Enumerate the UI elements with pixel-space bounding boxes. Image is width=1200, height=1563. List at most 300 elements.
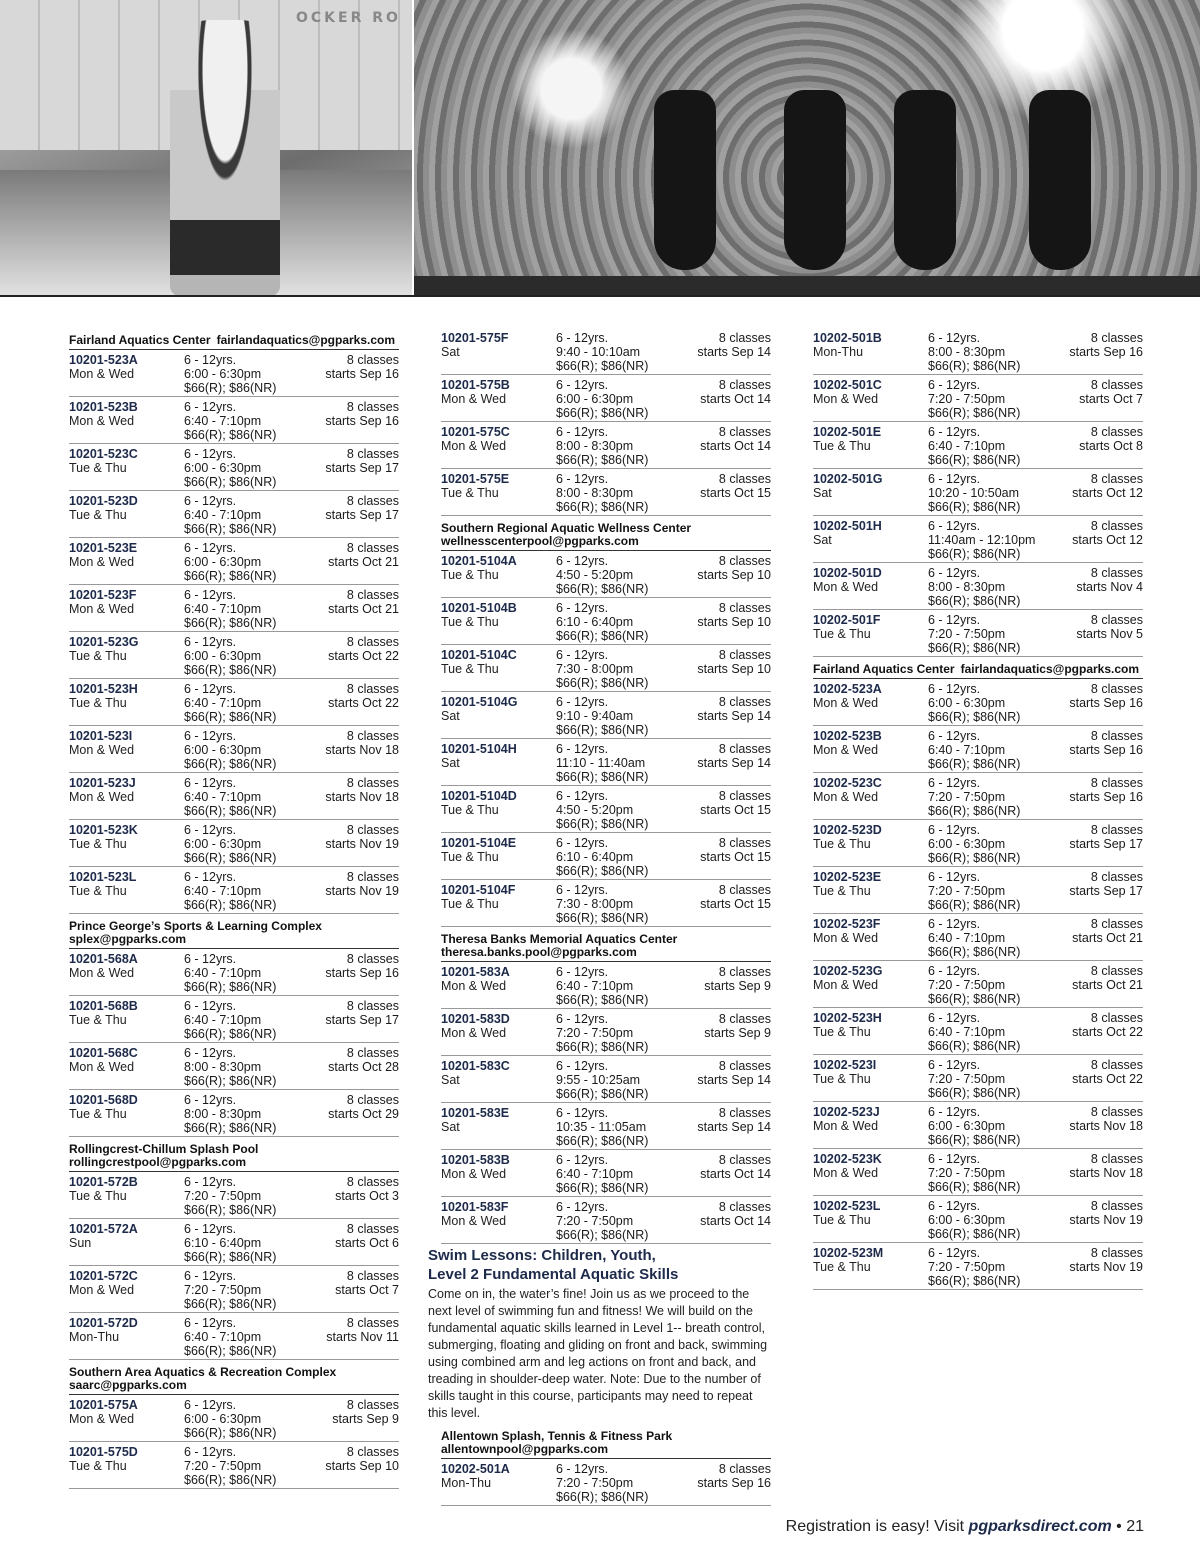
venue-email[interactable]: allentownpool@pgparks.com (441, 1442, 609, 1456)
venue-group (69, 1143, 399, 1360)
class-fee: $66(R); $86(NR) (556, 1087, 649, 1101)
class-fee: $66(R); $86(NR) (184, 522, 277, 536)
venue-header (69, 920, 399, 949)
class-time: 11:10 - 11:40am (556, 756, 646, 770)
class-count: 8 classes (346, 588, 399, 602)
class-time: 7:20 - 7:50pm (928, 884, 1006, 898)
class-days: Tue & Thu (69, 649, 127, 663)
class-row (813, 916, 1143, 961)
class-days: Tue & Thu (69, 1459, 127, 1473)
class-count: 8 classes (1090, 331, 1143, 345)
class-time: 7:20 - 7:50pm (928, 392, 1006, 406)
venue-email[interactable]: wellnesscenterpool@pgparks.com (441, 534, 639, 548)
venue-name: Allentown Splash, Tennis & Fitness Park (441, 1429, 673, 1443)
class-start: starts Oct 22 (1072, 1025, 1143, 1039)
class-time: 6:00 - 6:30pm (928, 696, 1006, 710)
class-count: 8 classes (718, 1059, 771, 1073)
class-age: 6 - 12yrs. (928, 331, 981, 345)
class-age: 6 - 12yrs. (556, 789, 609, 803)
class-days: Tue & Thu (813, 884, 871, 898)
class-days: Mon & Wed (69, 367, 135, 381)
class-count: 8 classes (718, 1106, 771, 1120)
class-count: 8 classes (1090, 823, 1143, 837)
class-time: 7:20 - 7:50pm (928, 978, 1006, 992)
venue-group (813, 330, 1143, 657)
class-start: starts Oct 28 (328, 1060, 399, 1074)
class-fee: $66(R); $86(NR) (928, 710, 1021, 724)
class-age: 6 - 12yrs. (556, 378, 609, 392)
class-code: 10202-501H (813, 519, 882, 533)
class-days: Tue & Thu (441, 568, 499, 582)
class-time: 6:10 - 6:40pm (556, 615, 634, 629)
class-fee: $66(R); $86(NR) (184, 1074, 277, 1088)
class-row (69, 1221, 399, 1266)
class-count: 8 classes (718, 695, 771, 709)
class-fee: $66(R); $86(NR) (556, 359, 649, 373)
venue-header (69, 1143, 399, 1172)
venue-group (441, 933, 771, 1244)
lesson-title-line1: Swim Lessons: Children, Youth, (428, 1247, 656, 1264)
class-start: starts Nov 11 (326, 1330, 399, 1344)
class-fee: $66(R); $86(NR) (556, 676, 649, 690)
venue-email[interactable]: theresa.banks.pool@pgparks.com (441, 945, 637, 959)
class-fee: $66(R); $86(NR) (556, 406, 649, 420)
class-row (441, 741, 771, 786)
class-code: 10201-5104B (441, 601, 517, 615)
class-days: Mon & Wed (69, 414, 135, 428)
class-days: Mon & Wed (69, 790, 135, 804)
class-time: 4:50 - 5:20pm (556, 803, 634, 817)
lesson-description: Come on in, the water’s fine! Join us as we proceed to the next level of swimming fun and fitness! We will build on the fundamental aquatic skills learned in Level 1-- breath control, submerging, floating and gliding on front and back, swimming using combined arm and leg actions on front and back, and treading in shoulder-deep water. Note: Due to the number of skills taught in this course, participants may need to repeat this level. (428, 1287, 768, 1420)
class-start: starts Nov 19 (1069, 1213, 1143, 1227)
class-time: 6:40 - 7:10pm (184, 1330, 262, 1344)
class-row (813, 518, 1143, 563)
venue-email[interactable]: fairlandaquatics@pgparks.com (960, 662, 1140, 676)
venue-name: Fairland Aquatics Center (69, 333, 211, 347)
class-days: Tue & Thu (441, 662, 499, 676)
class-age: 6 - 12yrs. (556, 1153, 609, 1167)
class-count: 8 classes (346, 1316, 399, 1330)
class-days: Tue & Thu (69, 1107, 127, 1121)
class-code: 10202-523B (813, 729, 882, 743)
class-code: 10201-583F (441, 1200, 509, 1214)
class-fee: $66(R); $86(NR) (556, 1181, 649, 1195)
class-days: Mon-Thu (813, 345, 864, 359)
class-row (813, 728, 1143, 773)
class-age: 6 - 12yrs. (556, 554, 609, 568)
venue-email[interactable]: rollingcrestpool@pgparks.com (69, 1155, 247, 1169)
class-days: Tue & Thu (441, 897, 499, 911)
footer-text: Registration is easy! Visit (785, 1518, 969, 1535)
class-count: 8 classes (346, 1398, 399, 1412)
class-code: 10201-5104F (441, 883, 516, 897)
class-code: 10202-523D (813, 823, 882, 837)
class-start: starts Oct 15 (700, 803, 771, 817)
class-age: 6 - 12yrs. (928, 1011, 981, 1025)
class-row (441, 600, 771, 645)
class-start: starts Nov 18 (1069, 1119, 1143, 1133)
class-count: 8 classes (1090, 776, 1143, 790)
class-age: 6 - 12yrs. (556, 1106, 609, 1120)
class-fee: $66(R); $86(NR) (928, 1180, 1021, 1194)
class-count: 8 classes (718, 472, 771, 486)
class-time: 6:10 - 6:40pm (556, 850, 634, 864)
class-start: starts Sep 16 (1069, 696, 1143, 710)
class-days: Sat (441, 1120, 460, 1134)
class-days: Tue & Thu (441, 803, 499, 817)
class-age: 6 - 12yrs. (556, 1012, 609, 1026)
class-row (69, 1174, 399, 1219)
class-code: 10202-501F (813, 613, 881, 627)
class-days: Tue & Thu (813, 1260, 871, 1274)
class-row (813, 775, 1143, 820)
class-start: starts Nov 5 (1076, 627, 1143, 641)
class-code: 10202-523C (813, 776, 882, 790)
class-row (813, 565, 1143, 610)
class-code: 10202-501A (441, 1462, 510, 1476)
class-age: 6 - 12yrs. (556, 742, 609, 756)
class-fee: $66(R); $86(NR) (928, 453, 1021, 467)
class-time: 6:00 - 6:30pm (928, 1213, 1006, 1227)
class-row (69, 951, 399, 996)
class-age: 6 - 12yrs. (928, 472, 981, 486)
class-days: Mon & Wed (813, 580, 879, 594)
class-count: 8 classes (346, 776, 399, 790)
class-code: 10201-575A (69, 1398, 138, 1412)
class-fee: $66(R); $86(NR) (184, 757, 277, 771)
class-start: starts Sep 9 (704, 979, 771, 993)
class-row (813, 963, 1143, 1008)
class-fee: $66(R); $86(NR) (184, 1250, 277, 1264)
class-age: 6 - 12yrs. (928, 378, 981, 392)
class-fee: $66(R); $86(NR) (928, 359, 1021, 373)
class-row (69, 1045, 399, 1090)
class-row (813, 1057, 1143, 1102)
class-code: 10202-523H (813, 1011, 882, 1025)
class-days: Mon & Wed (441, 1026, 507, 1040)
class-start: starts Oct 15 (700, 486, 771, 500)
class-row (441, 424, 771, 469)
venue-email[interactable]: saarc@pgparks.com (69, 1378, 187, 1392)
class-code: 10201-5104D (441, 789, 517, 803)
class-fee: $66(R); $86(NR) (556, 817, 649, 831)
class-start: starts Sep 14 (697, 1120, 771, 1134)
class-start: starts Oct 8 (1079, 439, 1143, 453)
class-count: 8 classes (346, 952, 399, 966)
class-age: 6 - 12yrs. (556, 601, 609, 615)
class-fee: $66(R); $86(NR) (556, 911, 649, 925)
class-fee: $66(R); $86(NR) (928, 641, 1021, 655)
class-time: 6:40 - 7:10pm (184, 414, 262, 428)
class-row (813, 1104, 1143, 1149)
class-days: Tue & Thu (813, 627, 871, 641)
venue-header (69, 1366, 399, 1395)
class-count: 8 classes (346, 400, 399, 414)
venue-name: Southern Regional Aquatic Wellness Center (441, 521, 692, 535)
class-fee: $66(R); $86(NR) (184, 428, 277, 442)
class-age: 6 - 12yrs. (184, 541, 237, 555)
class-count: 8 classes (1090, 1011, 1143, 1025)
class-row (813, 822, 1143, 867)
class-age: 6 - 12yrs. (556, 425, 609, 439)
class-code: 10202-523F (813, 917, 881, 931)
class-days: Mon-Thu (441, 1476, 492, 1490)
venue-group (813, 663, 1143, 1290)
class-code: 10202-501C (813, 378, 882, 392)
class-code: 10201-5104E (441, 836, 517, 850)
class-start: starts Sep 10 (697, 615, 771, 629)
class-start: starts Oct 12 (1072, 533, 1143, 547)
class-start: starts Sep 16 (1069, 743, 1143, 757)
class-time: 6:00 - 6:30pm (928, 837, 1006, 851)
class-days: Mon & Wed (69, 743, 135, 757)
class-row (813, 681, 1143, 726)
class-start: starts Oct 6 (335, 1236, 399, 1250)
class-start: starts Sep 17 (325, 508, 399, 522)
class-time: 6:00 - 6:30pm (184, 461, 262, 475)
class-fee: $66(R); $86(NR) (928, 1133, 1021, 1147)
class-count: 8 classes (1090, 1199, 1143, 1213)
class-code: 10201-572A (69, 1222, 138, 1236)
class-row (69, 399, 399, 444)
class-time: 7:20 - 7:50pm (184, 1459, 262, 1473)
class-fee: $66(R); $86(NR) (184, 663, 277, 677)
venue-group (441, 522, 771, 927)
class-start: starts Sep 16 (1069, 345, 1143, 359)
class-row (69, 822, 399, 867)
class-fee: $66(R); $86(NR) (556, 629, 649, 643)
class-row (441, 1461, 771, 1506)
class-days: Mon & Wed (69, 1283, 135, 1297)
lesson-title-line2: Level 2 Fundamental Aquatic Skills (428, 1266, 679, 1283)
class-age: 6 - 12yrs. (928, 682, 981, 696)
class-days: Mon & Wed (441, 1167, 507, 1181)
class-fee: $66(R); $86(NR) (928, 1086, 1021, 1100)
class-days: Tue & Thu (441, 615, 499, 629)
class-age: 6 - 12yrs. (928, 917, 981, 931)
class-count: 8 classes (718, 836, 771, 850)
class-code: 10201-5104A (441, 554, 517, 568)
photo-sign-text: OCKER RO (296, 10, 401, 26)
class-start: starts Nov 19 (325, 884, 399, 898)
class-count: 8 classes (1090, 964, 1143, 978)
class-age: 6 - 12yrs. (184, 494, 237, 508)
class-time: 9:55 - 10:25am (556, 1073, 641, 1087)
class-row (441, 553, 771, 598)
class-age: 6 - 12yrs. (184, 1445, 237, 1459)
class-time: 7:30 - 8:00pm (556, 662, 634, 676)
photo-child-at-pool (0, 0, 412, 296)
class-count: 8 classes (346, 1093, 399, 1107)
class-fee: $66(R); $86(NR) (184, 1121, 277, 1135)
class-code: 10201-583B (441, 1153, 510, 1167)
class-start: starts Sep 16 (325, 414, 399, 428)
class-count: 8 classes (718, 965, 771, 979)
class-days: Tue & Thu (69, 696, 127, 710)
class-code: 10201-523L (69, 870, 137, 884)
class-code: 10201-575D (69, 1445, 138, 1459)
class-time: 6:40 - 7:10pm (184, 508, 262, 522)
class-count: 8 classes (718, 425, 771, 439)
class-code: 10202-523M (813, 1246, 884, 1260)
class-start: starts Oct 15 (700, 897, 771, 911)
class-count: 8 classes (346, 541, 399, 555)
class-fee: $66(R); $86(NR) (928, 992, 1021, 1006)
class-time: 7:20 - 7:50pm (556, 1214, 634, 1228)
venue-email[interactable]: splex@pgparks.com (69, 932, 187, 946)
class-age: 6 - 12yrs. (928, 964, 981, 978)
class-count: 8 classes (346, 1269, 399, 1283)
class-count: 8 classes (1090, 917, 1143, 931)
class-age: 6 - 12yrs. (184, 776, 237, 790)
class-age: 6 - 12yrs. (928, 519, 981, 533)
venue-header (441, 1430, 771, 1459)
page-number: • 21 (1111, 1518, 1144, 1535)
class-row (813, 612, 1143, 657)
class-count: 8 classes (1090, 1246, 1143, 1260)
class-time: 8:00 - 8:30pm (184, 1107, 262, 1121)
class-fee: $66(R); $86(NR) (928, 804, 1021, 818)
class-code: 10201-523A (69, 353, 138, 367)
class-start: starts Sep 16 (697, 1476, 771, 1490)
class-fee: $66(R); $86(NR) (556, 1228, 649, 1242)
class-count: 8 classes (1090, 729, 1143, 743)
class-time: 8:00 - 8:30pm (928, 345, 1006, 359)
class-count: 8 classes (1090, 378, 1143, 392)
class-count: 8 classes (346, 1046, 399, 1060)
class-days: Mon & Wed (441, 392, 507, 406)
class-time: 6:00 - 6:30pm (184, 555, 262, 569)
class-code: 10201-583C (441, 1059, 510, 1073)
class-time: 6:40 - 7:10pm (928, 439, 1006, 453)
class-row (441, 964, 771, 1009)
class-count: 8 classes (346, 353, 399, 367)
class-time: 6:00 - 6:30pm (184, 837, 262, 851)
class-age: 6 - 12yrs. (556, 648, 609, 662)
class-age: 6 - 12yrs. (184, 1398, 237, 1412)
class-count: 8 classes (718, 1200, 771, 1214)
class-age: 6 - 12yrs. (184, 952, 237, 966)
class-start: starts Sep 16 (325, 367, 399, 381)
class-code: 10201-568C (69, 1046, 138, 1060)
class-row (441, 1011, 771, 1056)
venue-name: Southern Area Aquatics & Recreation Complex (69, 1365, 337, 1379)
class-code: 10201-568A (69, 952, 138, 966)
class-start: starts Nov 4 (1076, 580, 1143, 594)
class-time: 11:40am - 12:10pm (928, 533, 1036, 547)
venue-header (441, 933, 771, 962)
class-days: Tue & Thu (813, 1025, 871, 1039)
class-age: 6 - 12yrs. (556, 695, 609, 709)
class-time: 10:35 - 11:05am (556, 1120, 647, 1134)
class-fee: $66(R); $86(NR) (184, 616, 277, 630)
class-row (69, 1315, 399, 1360)
class-days: Mon & Wed (813, 931, 879, 945)
class-start: starts Sep 14 (697, 345, 771, 359)
class-start: starts Sep 10 (697, 568, 771, 582)
class-time: 10:20 - 10:50am (928, 486, 1020, 500)
class-count: 8 classes (718, 378, 771, 392)
class-age: 6 - 12yrs. (184, 1222, 237, 1236)
class-row (813, 330, 1143, 375)
class-days: Mon & Wed (69, 1412, 135, 1426)
class-start: starts Oct 22 (328, 696, 399, 710)
class-time: 8:00 - 8:30pm (556, 439, 634, 453)
class-age: 6 - 12yrs. (928, 1152, 981, 1166)
class-age: 6 - 12yrs. (928, 870, 981, 884)
venue-group (441, 330, 771, 516)
class-fee: $66(R); $86(NR) (928, 500, 1021, 514)
class-start: starts Oct 7 (1079, 392, 1143, 406)
class-fee: $66(R); $86(NR) (928, 406, 1021, 420)
class-days: Tue & Thu (813, 1072, 871, 1086)
class-code: 10201-5104G (441, 695, 518, 709)
class-row (813, 1010, 1143, 1055)
class-row (69, 634, 399, 679)
class-start: starts Sep 17 (1069, 837, 1143, 851)
class-code: 10201-523C (69, 447, 138, 461)
class-code: 10201-523K (69, 823, 138, 837)
venue-group (441, 1430, 771, 1506)
class-age: 6 - 12yrs. (556, 1462, 609, 1476)
class-row (441, 647, 771, 692)
class-age: 6 - 12yrs. (556, 331, 609, 345)
class-start: starts Oct 15 (700, 850, 771, 864)
class-start: starts Sep 14 (697, 1073, 771, 1087)
class-fee: $66(R); $86(NR) (928, 1274, 1021, 1288)
class-count: 8 classes (346, 870, 399, 884)
class-code: 10201-575C (441, 425, 510, 439)
venue-name: Prince George’s Sports & Learning Complex (69, 919, 322, 933)
class-time: 7:20 - 7:50pm (928, 1260, 1006, 1274)
class-code: 10201-523B (69, 400, 138, 414)
class-days: Mon & Wed (813, 978, 879, 992)
class-days: Sat (813, 533, 832, 547)
class-days: Mon & Wed (813, 790, 879, 804)
venue-email[interactable]: fairlandaquatics@pgparks.com (216, 333, 396, 347)
class-age: 6 - 12yrs. (928, 823, 981, 837)
class-start: starts Oct 14 (700, 439, 771, 453)
class-time: 9:10 - 9:40am (556, 709, 634, 723)
class-count: 8 classes (718, 331, 771, 345)
lesson-description-block (428, 1246, 773, 1422)
class-time: 6:40 - 7:10pm (184, 602, 262, 616)
class-start: starts Sep 10 (325, 1459, 399, 1473)
class-code: 10201-523F (69, 588, 137, 602)
class-days: Mon-Thu (69, 1330, 120, 1344)
class-row (813, 869, 1143, 914)
class-time: 6:00 - 6:30pm (556, 392, 634, 406)
class-time: 6:40 - 7:10pm (556, 1167, 634, 1181)
class-fee: $66(R); $86(NR) (184, 1027, 277, 1041)
class-fee: $66(R); $86(NR) (556, 1134, 649, 1148)
class-count: 8 classes (718, 1012, 771, 1026)
class-time: 6:00 - 6:30pm (184, 649, 262, 663)
class-code: 10201-568B (69, 999, 138, 1013)
class-count: 8 classes (1090, 613, 1143, 627)
class-count: 8 classes (1090, 472, 1143, 486)
footer-site-link[interactable]: pgparksdirect.com (968, 1518, 1112, 1535)
photo-handstands-in-pool (414, 0, 1200, 296)
class-code: 10202-501B (813, 331, 882, 345)
allentown-group (441, 1424, 771, 1512)
class-start: starts Sep 9 (704, 1026, 771, 1040)
class-code: 10201-523G (69, 635, 139, 649)
class-time: 9:40 - 10:10am (556, 345, 641, 359)
class-time: 6:40 - 7:10pm (184, 1013, 262, 1027)
class-row (69, 681, 399, 726)
class-age: 6 - 12yrs. (928, 1199, 981, 1213)
